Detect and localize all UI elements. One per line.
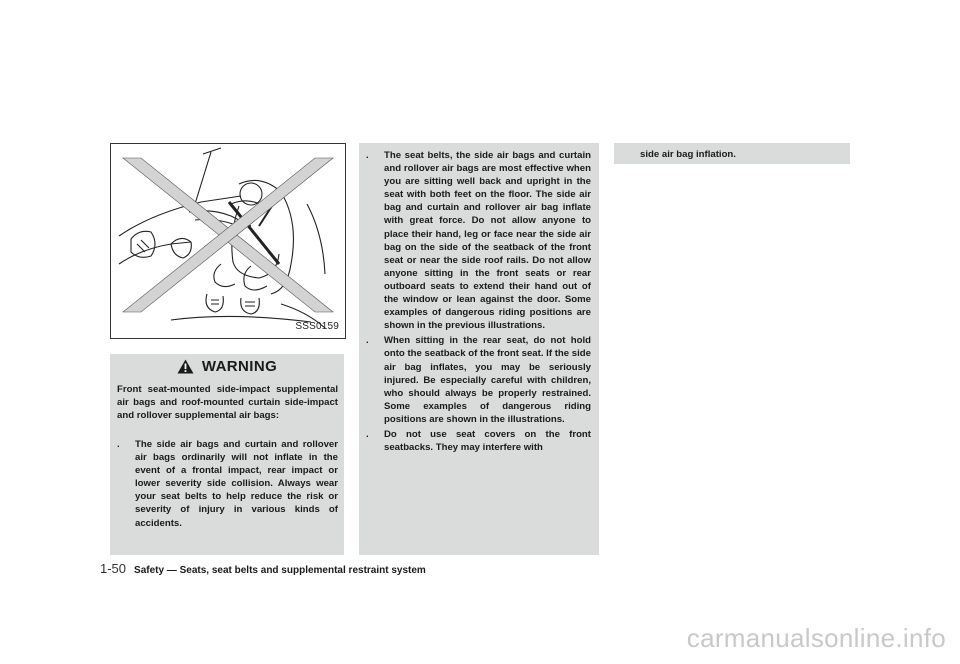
middle-list [366,149,591,456]
warning-panel [110,354,344,555]
page-number: 1-50 [100,561,127,576]
illustration-figure [110,143,346,339]
warning-triangle-icon [177,359,194,374]
list-item [366,428,591,454]
middle-item-text: The seat belts, the side air bags and curtain and rollover air bags are most effective when you are sitting well back and upright in the seat with both feet on the floor. The side air bag and curtain and rollover air bag inflate with great force. Do not allow anyone to place their hand, leg or face near the side air bag on the side of the seatback of the front seat or near the side roof rails. Do not allow anyone sitting in the front seats or rear outboard seats to extend their hand out of the window or lean against the door. Some examples of dangerous riding positions are shown in the previous illustrations. [384,150,591,332]
middle-item-text: Do not use seat covers on the front seatbacks. They may interfere with [384,428,591,454]
list-item [366,149,591,332]
continuation-text: side air bag inflation. [640,149,736,160]
warning-item-text: The side air bags and curtain and rollover air bags ordinarily will not inflate in the event of a frontal impact, rear impact or lower severity side collision. Always wear your seat belts to help reduce the risk or severity of injury in various kinds of accidents. [135,439,338,529]
middle-warning-panel [359,143,599,555]
bullet-marker: . [366,335,369,347]
middle-item-text: When sitting in the rear seat, do not hold onto the seatback of the front seat. If the side air bag inflates, you may be seriously injured. Be especially careful with children, who should always be properly restrained. Some examples of dangerous riding positions are shown in the illustrations. [384,335,591,425]
list-item [117,438,338,530]
watermark: carmanualsonline.info [686,623,946,653]
right-warning-panel [614,143,850,164]
bullet-marker: . [366,150,369,161]
bullet-marker: . [366,428,369,440]
warning-list [117,438,338,530]
section-title: Safety — Seats, seat belts and supplemental restraint system [134,565,426,576]
page-footer [100,561,426,576]
passenger-illustration [111,144,345,338]
warning-title: WARNING [201,357,278,375]
figure-code: SSS0159 [295,321,339,332]
bullet-marker: . [117,439,120,450]
warning-header [110,354,344,378]
warning-intro: Front seat-mounted side-impact supplemental air bags and roof-mounted curtain side-impact and rollover supplemental air bags: [117,384,338,422]
list-item [366,334,591,426]
